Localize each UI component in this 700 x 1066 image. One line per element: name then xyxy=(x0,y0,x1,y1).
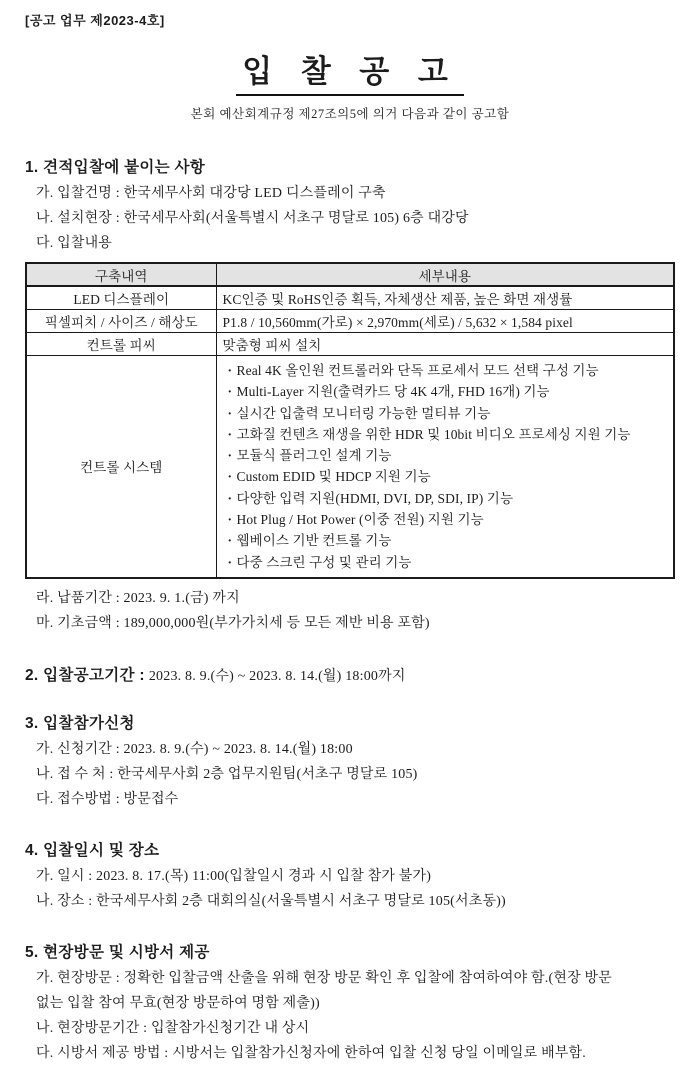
list-item: 라. 납품기간 : 2023. 9. 1.(금) 까지 xyxy=(36,590,240,606)
row-detail xyxy=(216,356,674,578)
page-title: 입 찰 공 고 xyxy=(236,46,464,96)
page-subtitle: 본회 예산회계규정 제27조의5에 의거 다음과 같이 공고함 xyxy=(190,107,510,121)
table-row xyxy=(26,333,674,356)
list-item: 나. 현장방문기간 : 입찰참가신청기간 내 상시 xyxy=(36,1020,310,1036)
section1-items-after-table xyxy=(25,586,675,636)
column-header-detail: 세부내용 xyxy=(216,263,674,286)
control-system-feature-list xyxy=(223,357,668,576)
feature-item: · Real 4K 올인원 컨트롤러와 단독 프로세서 모드 선택 구성 기능 xyxy=(225,360,668,381)
section5-items xyxy=(25,966,675,1066)
row-label: 컨트롤 피씨 xyxy=(26,333,216,356)
notice-number: [공고 업무 제2023-4호] xyxy=(25,13,165,28)
feature-item: · 고화질 컨텐츠 재생을 위한 HDR 및 10bit 비디오 프로세싱 지원 기능 xyxy=(225,424,668,445)
table-header-row xyxy=(26,263,674,286)
feature-item: · 모듈식 플러그인 설계 기능 xyxy=(225,445,668,466)
list-item: 가. 입찰건명 : 한국세무사회 대강당 LED 디스플레이 구축 xyxy=(36,186,386,201)
feature-item: · 실시간 입출력 모니터링 가능한 멀티뷰 기능 xyxy=(225,403,668,424)
title-block xyxy=(25,46,675,96)
section2-value: 2023. 8. 9.(수) ~ 2023. 8. 14.(월) 18:00까지 xyxy=(148,668,406,684)
list-item: 다. 시방서 제공 방법 : 시방서는 입찰참가신청자에 한하여 입찰 신청 당일 이메일로 배부함. xyxy=(36,1045,586,1061)
feature-item: · 다양한 입력 지원(HDMI, DVI, DP, SDI, IP) 기능 xyxy=(225,488,668,509)
list-item: 가. 신청기간 : 2023. 8. 9.(수) ~ 2023. 8. 14.(월) 18:00 xyxy=(36,741,353,757)
feature-item: · Hot Plug / Hot Power (이중 전원) 지원 기능 xyxy=(225,509,668,530)
section1-items xyxy=(25,181,675,256)
section2-heading: 2. 입찰공고기간 : xyxy=(25,666,145,684)
section1-heading: 1. 견적입찰에 붙이는 사항 xyxy=(25,159,206,176)
feature-item: · 다중 스크린 구성 및 관리 기능 xyxy=(225,552,668,573)
row-detail: P1.8 / 10,560mm(가로) × 2,970mm(세로) / 5,632 × 1,584 pixel xyxy=(216,310,674,333)
section5-heading: 5. 현장방문 및 시방서 제공 xyxy=(25,943,210,961)
section3-items xyxy=(25,737,675,812)
list-item: 마. 기초금액 : 189,000,000원(부가가치세 등 모든 제반 비용 포함) xyxy=(36,615,430,631)
document-page xyxy=(25,10,675,1066)
section-bid-datetime-location xyxy=(25,838,675,914)
section-site-visit-spec xyxy=(25,940,675,1066)
table-row xyxy=(26,310,674,333)
list-item: 다. 접수방법 : 방문접수 xyxy=(36,791,179,807)
section-participation-application xyxy=(25,711,675,812)
list-item: 나. 장소 : 한국세무사회 2층 대회의실(서울특별시 서초구 명달로 105(서초동)) xyxy=(36,893,506,909)
section4-heading: 4. 입찰일시 및 장소 xyxy=(25,841,160,859)
section3-heading: 3. 입찰참가신청 xyxy=(25,714,135,732)
row-label: LED 디스플레이 xyxy=(26,286,216,310)
row-label: 픽셀피치 / 사이즈 / 해상도 xyxy=(26,310,216,333)
column-header-category: 구축내역 xyxy=(26,263,216,286)
list-item: 나. 설치현장 : 한국세무사회(서울특별시 서초구 명달로 105) 6층 대강당 xyxy=(36,211,469,226)
list-item: 가. 일시 : 2023. 8. 17.(목) 11:00(입찰일시 경과 시 입찰 참가 불가) xyxy=(36,868,432,884)
table-row xyxy=(26,286,674,310)
section4-items xyxy=(25,864,675,914)
list-item: 나. 접 수 처 : 한국세무사회 2층 업무지원팀(서초구 명달로 105) xyxy=(36,766,418,782)
section-announcement-period xyxy=(25,663,675,685)
feature-item: · Custom EDID 및 HDCP 지원 기능 xyxy=(225,466,668,487)
feature-item: · Multi-Layer 지원(출력카드 당 4K 4개, FHD 16개) 기능 xyxy=(225,381,668,402)
table-row-control-system xyxy=(26,356,674,578)
list-item: 다. 입찰내용 xyxy=(36,236,113,251)
row-label: 컨트롤 시스템 xyxy=(26,356,216,578)
row-detail: 맞춤형 피씨 설치 xyxy=(216,333,674,356)
section-bid-terms xyxy=(25,155,675,636)
list-item-continuation: 없는 입찰 참여 무효(현장 방문하여 명함 제출)) xyxy=(36,995,320,1011)
spec-table xyxy=(25,262,675,579)
feature-item: · 웹베이스 기반 컨트롤 기능 xyxy=(225,530,668,551)
row-detail: KC인증 및 RoHS인증 획득, 자체생산 제품, 높은 화면 재생률 xyxy=(216,286,674,310)
list-item: 가. 현장방문 : 정확한 입찰금액 산출을 위해 현장 방문 확인 후 입찰에 참여하여야 함.(현장 방문 xyxy=(36,970,612,986)
